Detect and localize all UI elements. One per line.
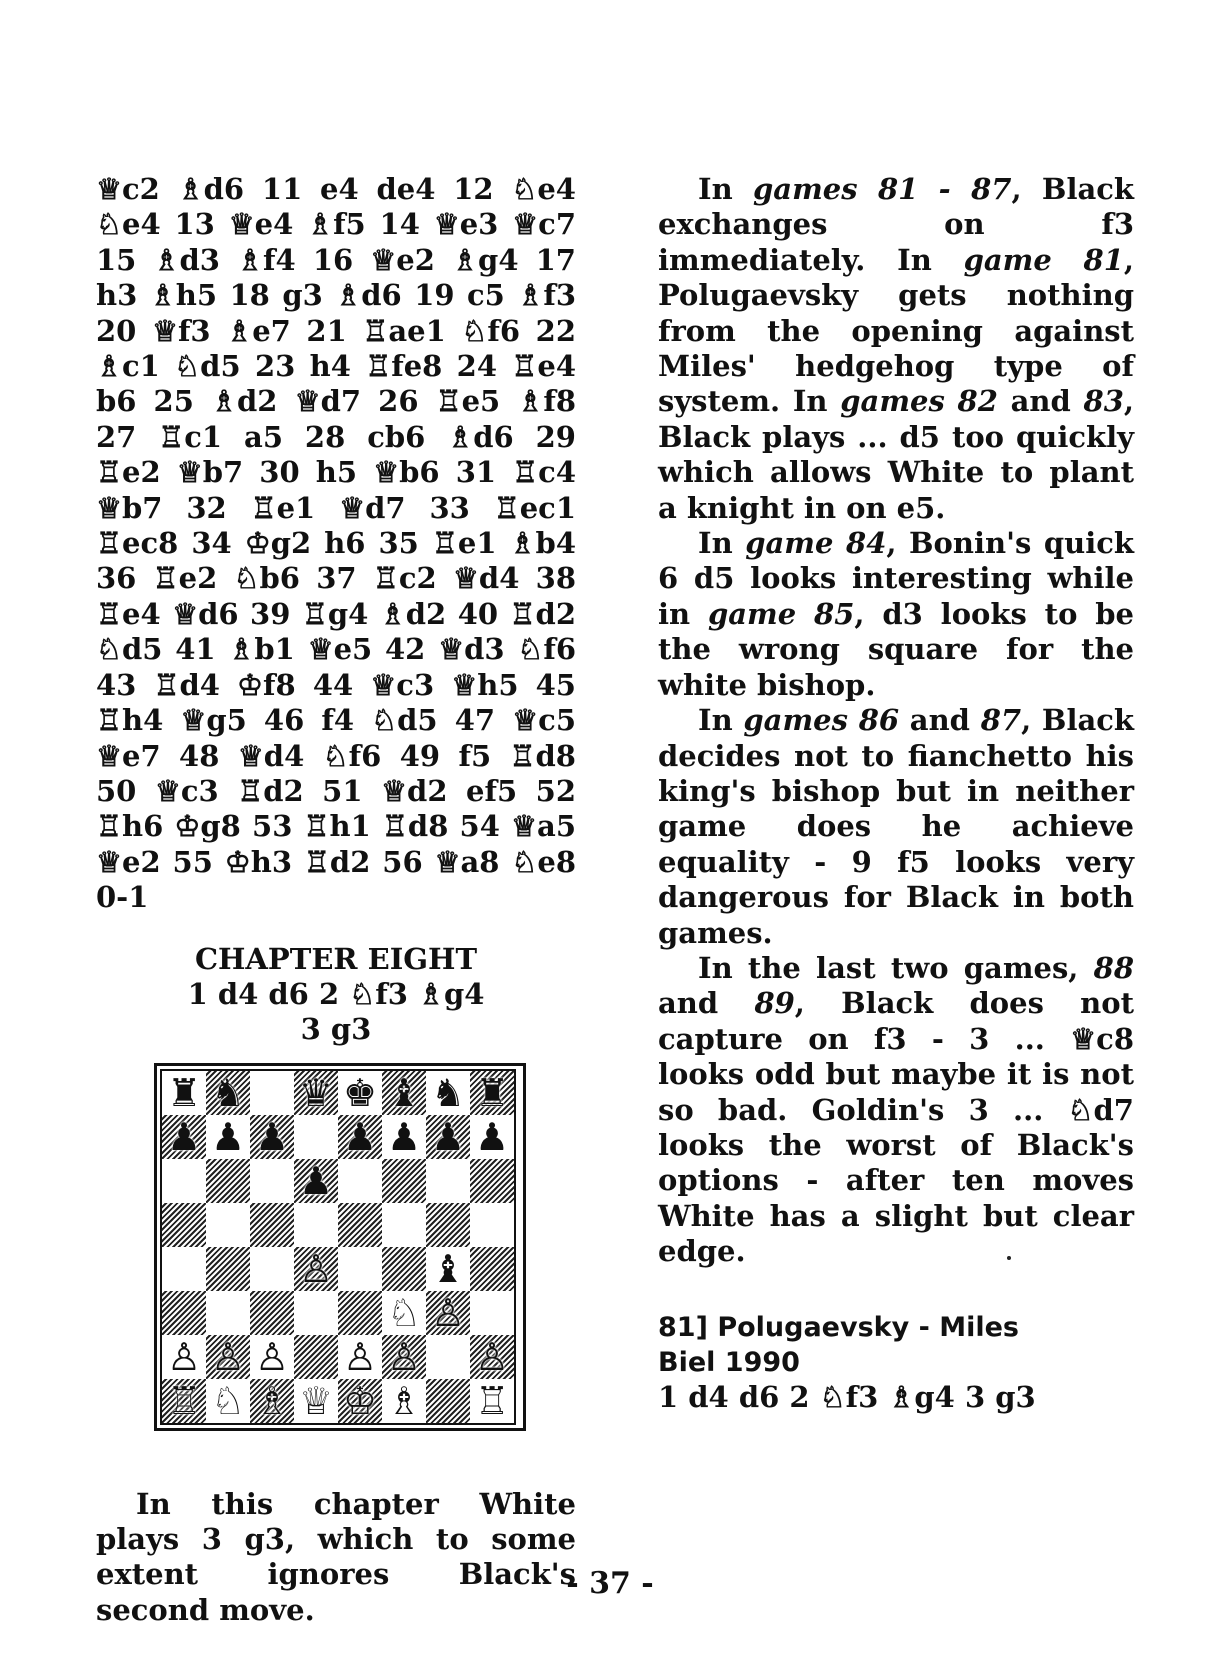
square-c2 <box>250 1335 294 1379</box>
chess-piece-icon: ♙ <box>210 1334 246 1379</box>
square-a1 <box>162 1379 206 1423</box>
chess-board <box>160 1069 516 1425</box>
square-g1 <box>426 1379 470 1423</box>
square-e6 <box>338 1159 382 1203</box>
square-f8 <box>382 1071 426 1115</box>
square-f1 <box>382 1379 426 1423</box>
paragraph-games-81-87: In games 81 - 87, Black exchanges on f3 immediately. In game 81, Polugaevsky gets nothing from the opening against Miles' hedgehog type of system. In games 82 and 83, Black plays ... d5 too quickly which allows White to plant a knight in on e5. <box>658 172 1135 525</box>
chess-piece-icon: ♞ <box>210 1070 246 1115</box>
chess-piece-icon: ♝ <box>386 1070 422 1115</box>
square-a3 <box>162 1291 206 1335</box>
square-b2 <box>206 1335 250 1379</box>
chess-piece-icon: ♟ <box>298 1158 334 1203</box>
chess-piece-icon: ♚ <box>342 1070 378 1115</box>
chess-piece-icon: ♟ <box>342 1114 378 1159</box>
square-h3 <box>470 1291 514 1335</box>
paragraph-games-88-89: In the last two games, 88 and 89, Black does not capture on f3 - 3 ... ♕c8 looks odd but maybe it is not so bad. Goldin's 3 ... ♘d7 looks the worst of Black's options - after ten moves White has a slight but clear edge. <box>658 950 1134 1269</box>
square-d1 <box>294 1379 338 1423</box>
square-b7 <box>206 1115 250 1159</box>
square-d8 <box>294 1071 338 1115</box>
square-f5 <box>382 1203 426 1247</box>
square-b4 <box>206 1247 250 1291</box>
square-d6 <box>294 1159 338 1203</box>
square-f4 <box>382 1247 426 1291</box>
square-d4 <box>294 1247 338 1291</box>
chess-piece-icon: ♘ <box>210 1378 246 1423</box>
square-c7 <box>250 1115 294 1159</box>
square-c6 <box>250 1159 294 1203</box>
chess-piece-icon: ♟ <box>430 1114 466 1159</box>
square-d3 <box>294 1291 338 1335</box>
square-e8 <box>338 1071 382 1115</box>
chess-piece-icon: ♟ <box>210 1114 246 1159</box>
chess-piece-icon: ♙ <box>430 1290 466 1335</box>
paragraph-games-86-87: In games 86 and 87, Black decides not to fianchetto his king's bishop but in neither game does he achieve equality - 9 f5 looks very dangerous for Black in both games. <box>658 703 1134 950</box>
square-h4 <box>470 1247 514 1291</box>
chess-piece-icon: ♜ <box>474 1070 510 1115</box>
square-e7 <box>338 1115 382 1159</box>
chapter-intro-paragraph: In this chapter White plays 3 g3, which to some extent ignores Black's second move. <box>96 1486 576 1627</box>
game-players: 81] Polugaevsky - Miles <box>658 1311 1019 1343</box>
square-c5 <box>250 1203 294 1247</box>
chess-piece-icon: ♙ <box>298 1246 334 1291</box>
chess-piece-icon: ♝ <box>430 1246 466 1291</box>
chess-piece-icon: ♗ <box>386 1378 422 1423</box>
chapter-heading <box>96 942 576 1047</box>
page-number: - 37 - <box>566 1566 654 1601</box>
square-c4 <box>250 1247 294 1291</box>
square-g7 <box>426 1115 470 1159</box>
paragraph-games-84-85: In game 84, Bonin's quick 6 d5 looks interesting while in game 85, d3 looks to be the wrong square for the white bishop. <box>658 526 1135 702</box>
chess-piece-icon: ♙ <box>474 1334 510 1379</box>
chess-piece-icon: ♘ <box>386 1290 422 1335</box>
chapter-opening-move: 3 g3 <box>300 1011 372 1046</box>
square-f2 <box>382 1335 426 1379</box>
square-e3 <box>338 1291 382 1335</box>
chess-piece-icon: ♔ <box>342 1378 378 1423</box>
square-f6 <box>382 1159 426 1203</box>
square-a5 <box>162 1203 206 1247</box>
print-speck <box>1007 1256 1011 1260</box>
chess-piece-icon: ♙ <box>342 1334 378 1379</box>
chess-piece-icon: ♕ <box>298 1378 334 1423</box>
game-moves-continuation: ♕c2 ♗d6 11 e4 de4 12 ♘e4 ♘e4 13 ♕e4 ♗f5 14 ♕e3 ♕c7 15 ♗d3 ♗f4 16 ♕e2 ♗g4 17 h3 ♗h5 18 g3 ♗d6 19 c5 ♗f3 20 ♕f3 ♗e7 21 ♖ae1 ♘f6 22 ♗c1 ♘d5 23 h4 ♖fe8 24 ♖e4 b6 25 ♗d2 ♕d7 26 ♖e5 ♗f8 27 ♖c1 a5 28 cb6 ♗d6 29 ♖e2 ♕b7 30 h5 ♕b6 31 ♖c4 ♕b7 32 ♖e1 ♕d7 33 ♖ec1 ♖ec8 34 ♔g2 h6 35 ♖e1 ♗b4 36 ♖e2 ♘b6 37 ♖c2 ♕d4 38 ♖e4 ♕d6 39 ♖g4 ♗d2 40 ♖d2 ♘d5 41 ♗b1 ♕e5 42 ♕d3 ♘f6 43 ♖d4 ♔f8 44 ♕c3 ♕h5 45 ♖h4 ♕g5 46 f4 ♘d5 47 ♕c5 ♕e7 48 ♕d4 ♘f6 49 f5 ♖d8 50 ♕c3 ♖d2 51 ♕d2 ef5 52 ♖h6 ♔g8 53 ♖h1 ♖d8 54 ♕a5 ♕e2 55 ♔h3 ♖d2 56 ♕a8 ♘e8 0-1 <box>96 172 576 915</box>
square-a4 <box>162 1247 206 1291</box>
square-f7 <box>382 1115 426 1159</box>
square-g5 <box>426 1203 470 1247</box>
square-a7 <box>162 1115 206 1159</box>
chess-piece-icon: ♞ <box>430 1070 466 1115</box>
chess-piece-icon: ♜ <box>166 1070 202 1115</box>
square-c8 <box>250 1071 294 1115</box>
square-h2 <box>470 1335 514 1379</box>
square-c1 <box>250 1379 294 1423</box>
chess-diagram <box>154 1063 526 1431</box>
square-a6 <box>162 1159 206 1203</box>
chess-piece-icon: ♟ <box>474 1114 510 1159</box>
chess-piece-icon: ♗ <box>254 1378 290 1423</box>
chess-piece-icon: ♛ <box>298 1070 334 1115</box>
square-e4 <box>338 1247 382 1291</box>
square-d5 <box>294 1203 338 1247</box>
square-g2 <box>426 1335 470 1379</box>
square-c3 <box>250 1291 294 1335</box>
square-b3 <box>206 1291 250 1335</box>
square-h8 <box>470 1071 514 1115</box>
square-g4 <box>426 1247 470 1291</box>
chess-piece-icon: ♖ <box>166 1378 202 1423</box>
square-h1 <box>470 1379 514 1423</box>
chess-piece-icon: ♖ <box>474 1378 510 1423</box>
game-heading <box>658 1310 1134 1380</box>
square-b5 <box>206 1203 250 1247</box>
chess-piece-icon: ♙ <box>166 1334 202 1379</box>
square-g6 <box>426 1159 470 1203</box>
square-b6 <box>206 1159 250 1203</box>
square-d7 <box>294 1115 338 1159</box>
square-g3 <box>426 1291 470 1335</box>
chess-piece-icon: ♙ <box>254 1334 290 1379</box>
chess-piece-icon: ♟ <box>386 1114 422 1159</box>
square-a8 <box>162 1071 206 1115</box>
square-g8 <box>426 1071 470 1115</box>
square-h6 <box>470 1159 514 1203</box>
square-e1 <box>338 1379 382 1423</box>
game-event: Biel 1990 <box>658 1346 800 1378</box>
square-h5 <box>470 1203 514 1247</box>
square-e5 <box>338 1203 382 1247</box>
chess-piece-icon: ♟ <box>254 1114 290 1159</box>
square-e2 <box>338 1335 382 1379</box>
chess-piece-icon: ♙ <box>386 1334 422 1379</box>
left-column <box>96 172 576 1628</box>
chapter-title: CHAPTER EIGHT <box>194 941 478 976</box>
square-f3 <box>382 1291 426 1335</box>
chess-piece-icon: ♟ <box>166 1114 202 1159</box>
square-a2 <box>162 1335 206 1379</box>
game-opening-moves: 1 d4 d6 2 ♘f3 ♗g4 3 g3 <box>658 1379 1036 1414</box>
square-b1 <box>206 1379 250 1423</box>
right-column <box>658 172 1134 1415</box>
square-b8 <box>206 1071 250 1115</box>
square-h7 <box>470 1115 514 1159</box>
square-d2 <box>294 1335 338 1379</box>
chapter-opening-line: 1 d4 d6 2 ♘f3 ♗g4 <box>187 976 485 1011</box>
